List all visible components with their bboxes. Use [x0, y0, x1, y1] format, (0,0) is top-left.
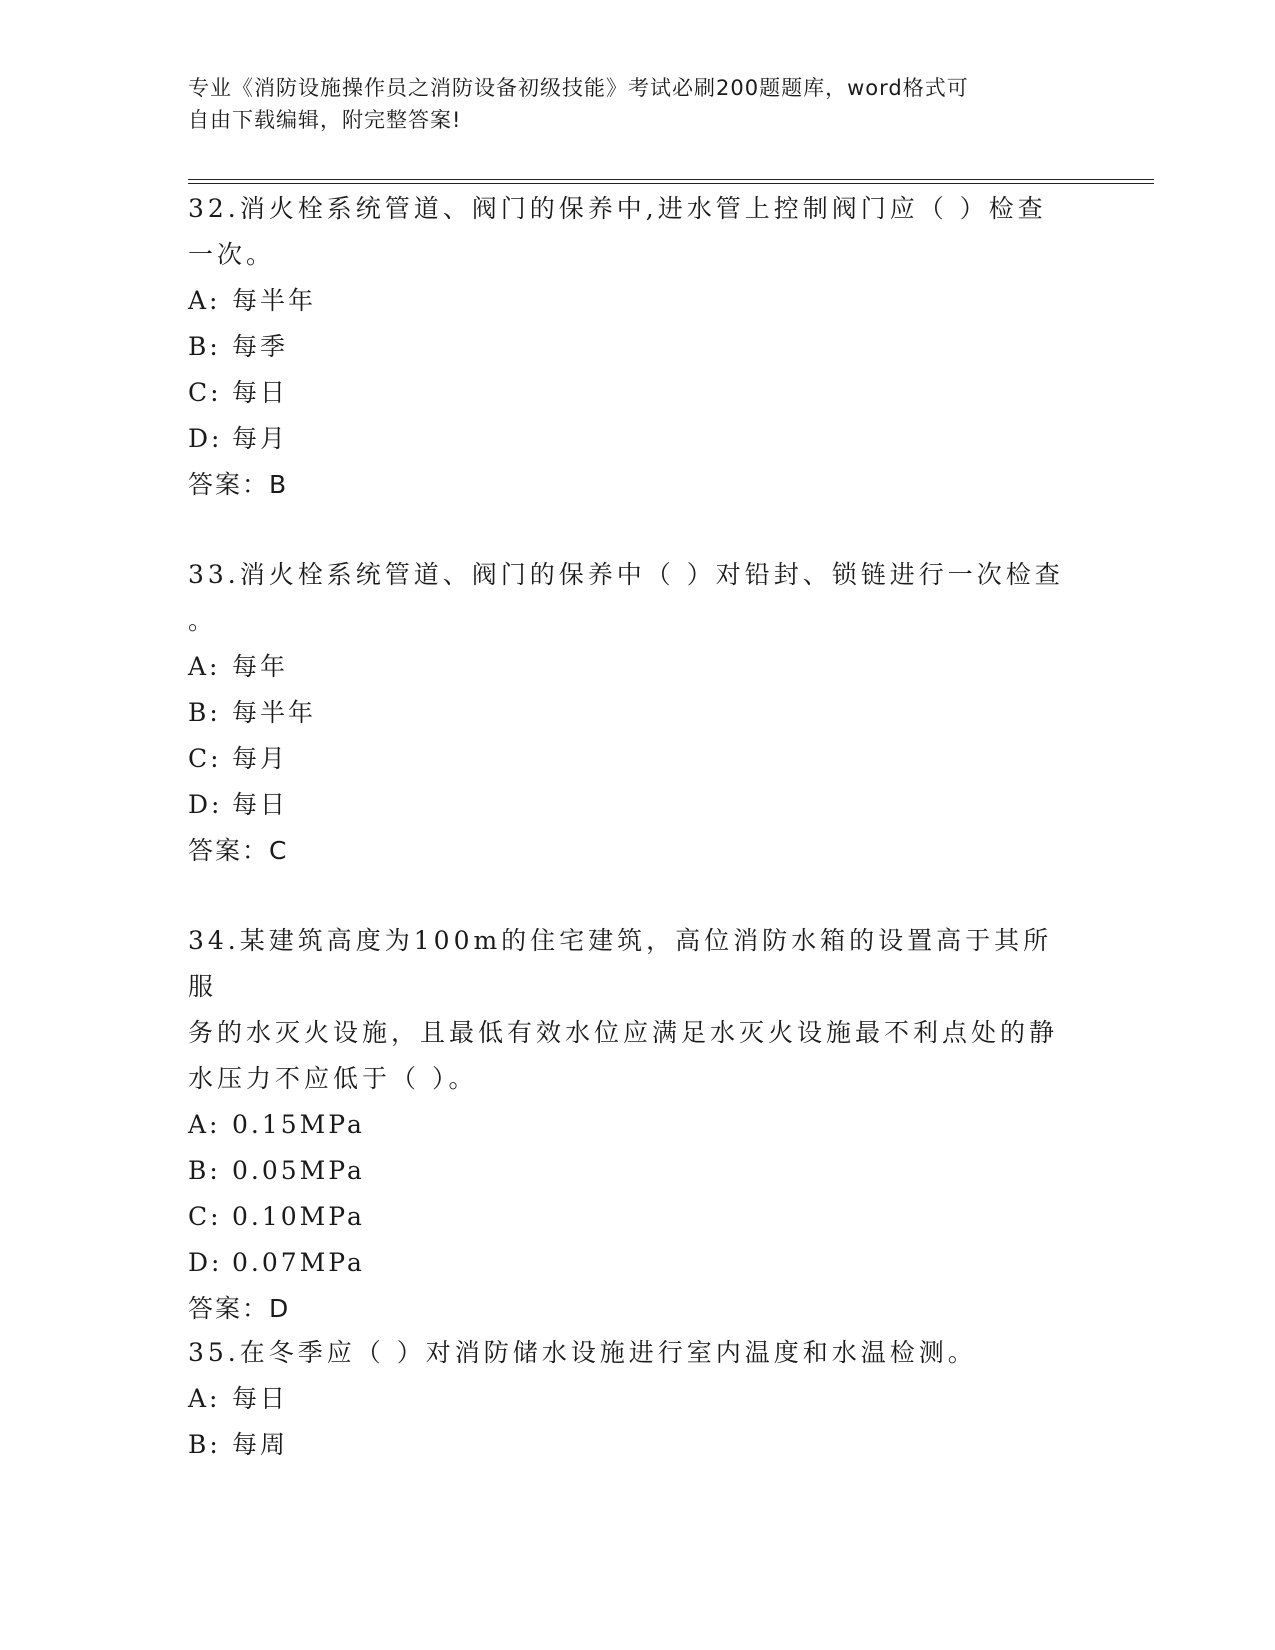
- option-value: 每日: [232, 1384, 289, 1413]
- answer-line: 答案：B: [188, 470, 289, 499]
- document-header: [188, 72, 1088, 136]
- question-text-line: 务的水灭火设施，且最低有效水位应满足水灭火设施最不利点处的静: [188, 1018, 1059, 1047]
- option-value: 每日: [232, 790, 289, 819]
- option-key: A:: [188, 1110, 221, 1139]
- option-a: [188, 1376, 1068, 1422]
- option-value: 每月: [232, 424, 289, 453]
- option-key: B:: [188, 1430, 221, 1459]
- header-line-2: 自由下载编辑，附完整答案!: [188, 108, 462, 132]
- option-value: 每季: [232, 332, 289, 361]
- option-key: A:: [188, 652, 221, 681]
- option-b: [188, 690, 1068, 736]
- option-value: 0.07MPa: [232, 1248, 365, 1277]
- option-b: [188, 324, 1068, 370]
- option-value: 0.10MPa: [232, 1202, 365, 1231]
- option-value: 每月: [232, 744, 289, 773]
- option-value: 每周: [232, 1430, 289, 1459]
- answer-line: 答案：D: [188, 1294, 291, 1323]
- question-text-line: 33.消火栓系统管道、阀门的保养中（ ）对铅封、锁链进行一次检查: [188, 560, 1064, 589]
- question-text-line: 34.某建筑高度为100m的住宅建筑，高位消防水箱的设置高于其所服: [188, 926, 1053, 1001]
- option-c: [188, 736, 1068, 782]
- option-value: 0.05MPa: [232, 1156, 365, 1185]
- option-value: 每半年: [232, 286, 317, 315]
- option-b: [188, 1148, 1068, 1194]
- question-33: [188, 552, 1068, 874]
- option-b: [188, 1422, 1068, 1468]
- option-d: [188, 416, 1068, 462]
- option-a: [188, 644, 1068, 690]
- question-text-line: 。: [188, 606, 218, 635]
- option-key: D:: [188, 790, 223, 819]
- option-key: A:: [188, 286, 221, 315]
- question-text-line: 一次。: [188, 240, 276, 269]
- answer-line: 答案：C: [188, 836, 289, 865]
- option-key: D:: [188, 424, 223, 453]
- option-key: B:: [188, 1156, 221, 1185]
- option-d: [188, 782, 1068, 828]
- header-line-1: 专业《消防设施操作员之消防设备初级技能》考试必刷200题题库，word格式可: [188, 76, 969, 100]
- question-32: [188, 186, 1068, 508]
- option-value: 每半年: [232, 698, 317, 727]
- option-c: [188, 1194, 1068, 1240]
- option-value: 每年: [232, 652, 289, 681]
- option-value: 0.15MPa: [232, 1110, 365, 1139]
- question-35: [188, 1330, 1068, 1468]
- option-a: [188, 278, 1068, 324]
- question-text-line: 水压力不应低于（ ）。: [188, 1064, 478, 1093]
- option-key: C:: [188, 744, 222, 773]
- question-text-line: 35.在冬季应（ ）对消防储水设施进行室内温度和水温检测。: [188, 1338, 977, 1367]
- option-value: 每日: [232, 378, 289, 407]
- option-key: B:: [188, 332, 221, 361]
- option-key: A:: [188, 1384, 221, 1413]
- header-divider-secondary: [188, 183, 1154, 184]
- option-key: C:: [188, 378, 222, 407]
- header-divider: [188, 179, 1154, 180]
- question-34: [188, 918, 1068, 1332]
- option-key: B:: [188, 698, 221, 727]
- option-c: [188, 370, 1068, 416]
- option-a: [188, 1102, 1068, 1148]
- option-key: D:: [188, 1248, 223, 1277]
- option-key: C:: [188, 1202, 222, 1231]
- option-d: [188, 1240, 1068, 1286]
- question-text-line: 32.消火栓系统管道、阀门的保养中,进水管上控制阀门应（ ）检查: [188, 194, 1047, 223]
